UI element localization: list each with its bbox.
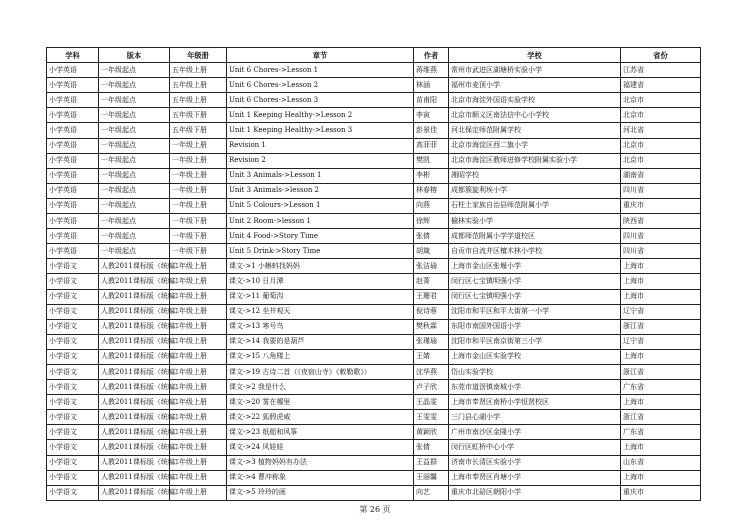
edition-cell: 人教2011课标版（统编） <box>99 334 170 349</box>
table-row <box>47 93 701 108</box>
grade-cell: 二年级上册 <box>170 455 227 470</box>
province-cell: 浙江省 <box>621 410 701 425</box>
grade-cell: 五年级上册 <box>170 93 227 108</box>
edition-cell: 人教2011课标版（统编） <box>99 470 170 485</box>
table-row <box>47 274 701 289</box>
province-cell: 山东省 <box>621 455 701 470</box>
chapter-cell: 课文->3 植物妈妈有办法 <box>227 455 414 470</box>
edition-cell: 人教2011课标版（统编） <box>99 455 170 470</box>
author-cell: 蒋维燕 <box>414 63 449 78</box>
grade-cell: 五年级上册 <box>170 63 227 78</box>
table-row <box>47 440 701 455</box>
school-cell: 重庆市北碚区朝阳小学 <box>449 485 621 500</box>
chapter-cell: 课文->22 狐假虎威 <box>227 410 414 425</box>
course-table <box>46 47 701 501</box>
subject-cell: 小学语文 <box>47 380 99 395</box>
author-cell: 徐辉 <box>414 214 449 229</box>
province-cell: 河北省 <box>621 123 701 138</box>
author-cell: 樊凯 <box>414 153 449 168</box>
table-row <box>47 214 701 229</box>
grade-cell: 一年级上册 <box>170 198 227 213</box>
chapter-cell: Unit 6 Chores->Lesson 1 <box>227 63 414 78</box>
school-cell: 北京市海淀区教师进修学校附属实验小学 <box>449 153 621 168</box>
author-cell: 赵菁 <box>414 274 449 289</box>
subject-cell: 小学英语 <box>47 244 99 259</box>
grade-cell: 一年级上册 <box>170 138 227 153</box>
grade-cell: 二年级上册 <box>170 470 227 485</box>
grade-cell: 二年级上册 <box>170 319 227 334</box>
province-cell: 北京市 <box>621 153 701 168</box>
table-row <box>47 455 701 470</box>
province-cell: 上海市 <box>621 274 701 289</box>
grade-cell: 二年级上册 <box>170 410 227 425</box>
grade-cell: 二年级上册 <box>170 440 227 455</box>
chapter-cell: Unit 6 Chores->Lesson 2 <box>227 78 414 93</box>
school-cell: 榆林实验小学 <box>449 214 621 229</box>
subject-cell: 小学英语 <box>47 168 99 183</box>
school-cell: 常州市武进区湖塘桥实验小学 <box>449 63 621 78</box>
subject-cell: 小学语文 <box>47 410 99 425</box>
school-cell: 石柱土家族自治县师范附属小学 <box>449 198 621 213</box>
grade-cell: 二年级上册 <box>170 364 227 379</box>
author-cell: 沈华燕 <box>414 364 449 379</box>
province-cell: 上海市 <box>621 349 701 364</box>
edition-cell: 人教2011课标版（统编） <box>99 349 170 364</box>
province-cell: 陕西省 <box>621 214 701 229</box>
subject-cell: 小学语文 <box>47 274 99 289</box>
province-cell: 上海市 <box>621 395 701 410</box>
table-row <box>47 334 701 349</box>
author-cell: 黄颖欣 <box>414 425 449 440</box>
grade-cell: 一年级上册 <box>170 153 227 168</box>
author-cell: 王晶雯 <box>414 395 449 410</box>
chapter-cell: Unit 3 Animals->lesson 2 <box>227 183 414 198</box>
edition-cell: 人教2011课标版（统编） <box>99 410 170 425</box>
header-edition: 版本 <box>99 48 170 63</box>
school-cell: 济南市长清区实验小学 <box>449 455 621 470</box>
school-cell: 北京市海淀区西二旗小学 <box>449 138 621 153</box>
grade-cell: 二年级上册 <box>170 259 227 274</box>
subject-cell: 小学语文 <box>47 440 99 455</box>
table-row <box>47 485 701 500</box>
table-row <box>47 78 701 93</box>
school-cell: 上海市奉贤区南桥小学恒贤校区 <box>449 395 621 410</box>
school-cell: 北京市顺义区南法信中心小学校 <box>449 108 621 123</box>
author-cell: 卢子欣 <box>414 380 449 395</box>
author-cell: 向燕 <box>414 198 449 213</box>
province-cell: 北京市 <box>621 108 701 123</box>
edition-cell: 人教2011课标版（统编） <box>99 485 170 500</box>
province-cell: 浙江省 <box>621 319 701 334</box>
author-cell: 高菲菲 <box>414 138 449 153</box>
edition-cell: 人教2011课标版（统编） <box>99 274 170 289</box>
subject-cell: 小学英语 <box>47 183 99 198</box>
chapter-cell: 课文->15 八角楼上 <box>227 349 414 364</box>
chapter-cell: 课文->12 坐井观天 <box>227 304 414 319</box>
edition-cell: 一年级起点 <box>99 108 170 123</box>
subject-cell: 小学英语 <box>47 93 99 108</box>
school-cell: 自贡市自流井区檀木林小学校 <box>449 244 621 259</box>
subject-cell: 小学语文 <box>47 334 99 349</box>
table-row <box>47 349 701 364</box>
school-cell: 沈阳市和平区和平大街第一小学 <box>449 304 621 319</box>
table-row <box>47 289 701 304</box>
edition-cell: 一年级起点 <box>99 93 170 108</box>
subject-cell: 小学英语 <box>47 63 99 78</box>
school-cell: 闵行区虹桥中心小学 <box>449 440 621 455</box>
chapter-cell: Revision 2 <box>227 153 414 168</box>
grade-cell: 二年级上册 <box>170 380 227 395</box>
province-cell: 重庆市 <box>621 485 701 500</box>
author-cell: 林涵 <box>414 78 449 93</box>
province-cell: 北京市 <box>621 93 701 108</box>
header-grade-volume: 年级册 <box>170 48 227 63</box>
subject-cell: 小学语文 <box>47 349 99 364</box>
chapter-cell: 课文->1 小蝌蚪找妈妈 <box>227 259 414 274</box>
chapter-cell: Revision 1 <box>227 138 414 153</box>
grade-cell: 一年级下册 <box>170 214 227 229</box>
chapter-cell: Unit 6 Chores->Lesson 3 <box>227 93 414 108</box>
table-row <box>47 123 701 138</box>
edition-cell: 一年级起点 <box>99 153 170 168</box>
subject-cell: 小学语文 <box>47 470 99 485</box>
subject-cell: 小学语文 <box>47 259 99 274</box>
table-body <box>47 63 701 501</box>
table-row <box>47 425 701 440</box>
header-chapter: 章节 <box>227 48 414 63</box>
grade-cell: 一年级下册 <box>170 244 227 259</box>
grade-cell: 五年级下册 <box>170 108 227 123</box>
school-cell: 东阳市南国外国语小学 <box>449 319 621 334</box>
author-cell: 张倩 <box>414 440 449 455</box>
table-row <box>47 259 701 274</box>
subject-cell: 小学英语 <box>47 229 99 244</box>
province-cell: 江苏省 <box>621 63 701 78</box>
chapter-cell: Unit 5 Colours->Lesson 1 <box>227 198 414 213</box>
province-cell: 上海市 <box>621 259 701 274</box>
school-cell: 河北保定师范附属学校 <box>449 123 621 138</box>
grade-cell: 五年级上册 <box>170 78 227 93</box>
table-row <box>47 244 701 259</box>
edition-cell: 一年级起点 <box>99 229 170 244</box>
edition-cell: 人教2011课标版（统编） <box>99 425 170 440</box>
subject-cell: 小学语文 <box>47 455 99 470</box>
author-cell: 张洁瑜 <box>414 259 449 274</box>
edition-cell: 一年级起点 <box>99 183 170 198</box>
school-cell: 三门县心湖小学 <box>449 410 621 425</box>
chapter-cell: 课文->19 古诗二首（《夜宿山寺》《敕勒歌》） <box>227 364 414 379</box>
author-cell: 张倩 <box>414 229 449 244</box>
edition-cell: 一年级起点 <box>99 214 170 229</box>
province-cell: 广东省 <box>621 380 701 395</box>
edition-cell: 人教2011课标版（统编） <box>99 364 170 379</box>
author-cell: 苗甫阳 <box>414 93 449 108</box>
author-cell: 彭景佳 <box>414 123 449 138</box>
school-cell: 成都簇旋利埃小学 <box>449 183 621 198</box>
province-cell: 四川省 <box>621 244 701 259</box>
chapter-cell: 课文->2 我是什么 <box>227 380 414 395</box>
author-cell: 樊秋霖 <box>414 319 449 334</box>
edition-cell: 人教2011课标版（统编） <box>99 395 170 410</box>
table-row <box>47 229 701 244</box>
school-cell: 沈阳市和平区南京街第三小学 <box>449 334 621 349</box>
subject-cell: 小学语文 <box>47 425 99 440</box>
school-cell: 上海市金山区实验学校 <box>449 349 621 364</box>
table-row <box>47 108 701 123</box>
table-row <box>47 183 701 198</box>
header-subject: 学科 <box>47 48 99 63</box>
author-cell: 王珊君 <box>414 289 449 304</box>
table-row <box>47 395 701 410</box>
edition-cell: 人教2011课标版（统编） <box>99 319 170 334</box>
edition-cell: 人教2011课标版（统编） <box>99 259 170 274</box>
school-cell: 岱山实验学校 <box>449 364 621 379</box>
table-row <box>47 168 701 183</box>
grade-cell: 二年级上册 <box>170 334 227 349</box>
header-province: 省份 <box>621 48 701 63</box>
grade-cell: 五年级下册 <box>170 123 227 138</box>
subject-cell: 小学语文 <box>47 395 99 410</box>
school-cell: 上海市金山区张堰小学 <box>449 259 621 274</box>
grade-cell: 二年级上册 <box>170 485 227 500</box>
subject-cell: 小学语文 <box>47 304 99 319</box>
table-row <box>47 380 701 395</box>
author-cell: 向艺 <box>414 485 449 500</box>
school-cell: 闵行区七宝镇明强小学 <box>449 274 621 289</box>
school-cell: 闵行区七宝镇明强小学 <box>449 289 621 304</box>
edition-cell: 一年级起点 <box>99 63 170 78</box>
school-cell: 北京市海淀外国语实验学校 <box>449 93 621 108</box>
chapter-cell: Unit 1 Keeping Healthy->Lesson 3 <box>227 123 414 138</box>
author-cell: 李彬 <box>414 168 449 183</box>
chapter-cell: 课文->10 日月潭 <box>227 274 414 289</box>
table-header-row <box>47 48 701 63</box>
author-cell: 胡箴 <box>414 244 449 259</box>
province-cell: 重庆市 <box>621 198 701 213</box>
chapter-cell: Unit 4 Food->Story Time <box>227 229 414 244</box>
subject-cell: 小学英语 <box>47 214 99 229</box>
table-row <box>47 319 701 334</box>
edition-cell: 一年级起点 <box>99 138 170 153</box>
table-row <box>47 198 701 213</box>
edition-cell: 一年级起点 <box>99 198 170 213</box>
province-cell: 辽宁省 <box>621 334 701 349</box>
province-cell: 上海市 <box>621 289 701 304</box>
edition-cell: 人教2011课标版（统编） <box>99 380 170 395</box>
grade-cell: 二年级上册 <box>170 349 227 364</box>
province-cell: 四川省 <box>621 229 701 244</box>
province-cell: 四川省 <box>621 183 701 198</box>
header-author: 作者 <box>414 48 449 63</box>
author-cell: 王丽馨 <box>414 470 449 485</box>
author-cell: 王婧 <box>414 349 449 364</box>
subject-cell: 小学语文 <box>47 485 99 500</box>
subject-cell: 小学语文 <box>47 289 99 304</box>
chapter-cell: 课文->11 葡萄沟 <box>227 289 414 304</box>
edition-cell: 人教2011课标版（统编） <box>99 440 170 455</box>
province-cell: 辽宁省 <box>621 304 701 319</box>
chapter-cell: Unit 5 Drink->Story Time <box>227 244 414 259</box>
school-cell: 东莞市道滘镇南城小学 <box>449 380 621 395</box>
grade-cell: 一年级上册 <box>170 168 227 183</box>
edition-cell: 人教2011课标版（统编） <box>99 304 170 319</box>
province-cell: 广东省 <box>621 425 701 440</box>
chapter-cell: Unit 3 Animals->Lesson 1 <box>227 168 414 183</box>
subject-cell: 小学英语 <box>47 108 99 123</box>
author-cell: 王益群 <box>414 455 449 470</box>
table-row <box>47 470 701 485</box>
school-cell: 上海市奉贤区肖塘小学 <box>449 470 621 485</box>
edition-cell: 一年级起点 <box>99 78 170 93</box>
subject-cell: 小学英语 <box>47 198 99 213</box>
chapter-cell: 课文->24 风娃娃 <box>227 440 414 455</box>
subject-cell: 小学英语 <box>47 78 99 93</box>
author-cell: 李寅 <box>414 108 449 123</box>
chapter-cell: 课文->13 寒号鸟 <box>227 319 414 334</box>
school-cell: 成都师范附属小学学道校区 <box>449 229 621 244</box>
chapter-cell: 课文->14 我要的是葫芦 <box>227 334 414 349</box>
province-cell: 浙江省 <box>621 364 701 379</box>
province-cell: 湖南省 <box>621 168 701 183</box>
subject-cell: 小学语文 <box>47 364 99 379</box>
chapter-cell: 课文->5 玲玲的画 <box>227 485 414 500</box>
edition-cell: 一年级起点 <box>99 123 170 138</box>
grade-cell: 二年级上册 <box>170 425 227 440</box>
edition-cell: 一年级起点 <box>99 244 170 259</box>
table-row <box>47 410 701 425</box>
grade-cell: 一年级上册 <box>170 183 227 198</box>
author-cell: 张瑾瑜 <box>414 334 449 349</box>
grade-cell: 二年级上册 <box>170 304 227 319</box>
edition-cell: 人教2011课标版（统编） <box>99 289 170 304</box>
school-cell: 广州市南沙区金隆小学 <box>449 425 621 440</box>
grade-cell: 二年级上册 <box>170 274 227 289</box>
province-cell: 上海市 <box>621 440 701 455</box>
edition-cell: 一年级起点 <box>99 168 170 183</box>
chapter-cell: Unit 1 Keeping Healthy->Lesson 2 <box>227 108 414 123</box>
author-cell: 王雯雯 <box>414 410 449 425</box>
grade-cell: 二年级上册 <box>170 395 227 410</box>
subject-cell: 小学语文 <box>47 319 99 334</box>
chapter-cell: Unit 2 Room->lesson 1 <box>227 214 414 229</box>
province-cell: 北京市 <box>621 138 701 153</box>
chapter-cell: 课文->4 曹冲称象 <box>227 470 414 485</box>
province-cell: 上海市 <box>621 470 701 485</box>
grade-cell: 二年级上册 <box>170 289 227 304</box>
grade-cell: 一年级下册 <box>170 229 227 244</box>
province-cell: 福建省 <box>621 78 701 93</box>
header-school: 学校 <box>449 48 621 63</box>
table-row <box>47 138 701 153</box>
author-cell: 林春榕 <box>414 183 449 198</box>
table-row <box>47 364 701 379</box>
table-row <box>47 304 701 319</box>
table-row <box>47 153 701 168</box>
school-cell: 湘昭学校 <box>449 168 621 183</box>
subject-cell: 小学英语 <box>47 153 99 168</box>
chapter-cell: 课文->20 雾在哪里 <box>227 395 414 410</box>
school-cell: 福州市麦顶小学 <box>449 78 621 93</box>
author-cell: 倪诗蓉 <box>414 304 449 319</box>
subject-cell: 小学英语 <box>47 138 99 153</box>
subject-cell: 小学英语 <box>47 123 99 138</box>
chapter-cell: 课文->23 纸船和风筝 <box>227 425 414 440</box>
table-row <box>47 63 701 78</box>
page-number: 第 26 页 <box>359 505 391 514</box>
